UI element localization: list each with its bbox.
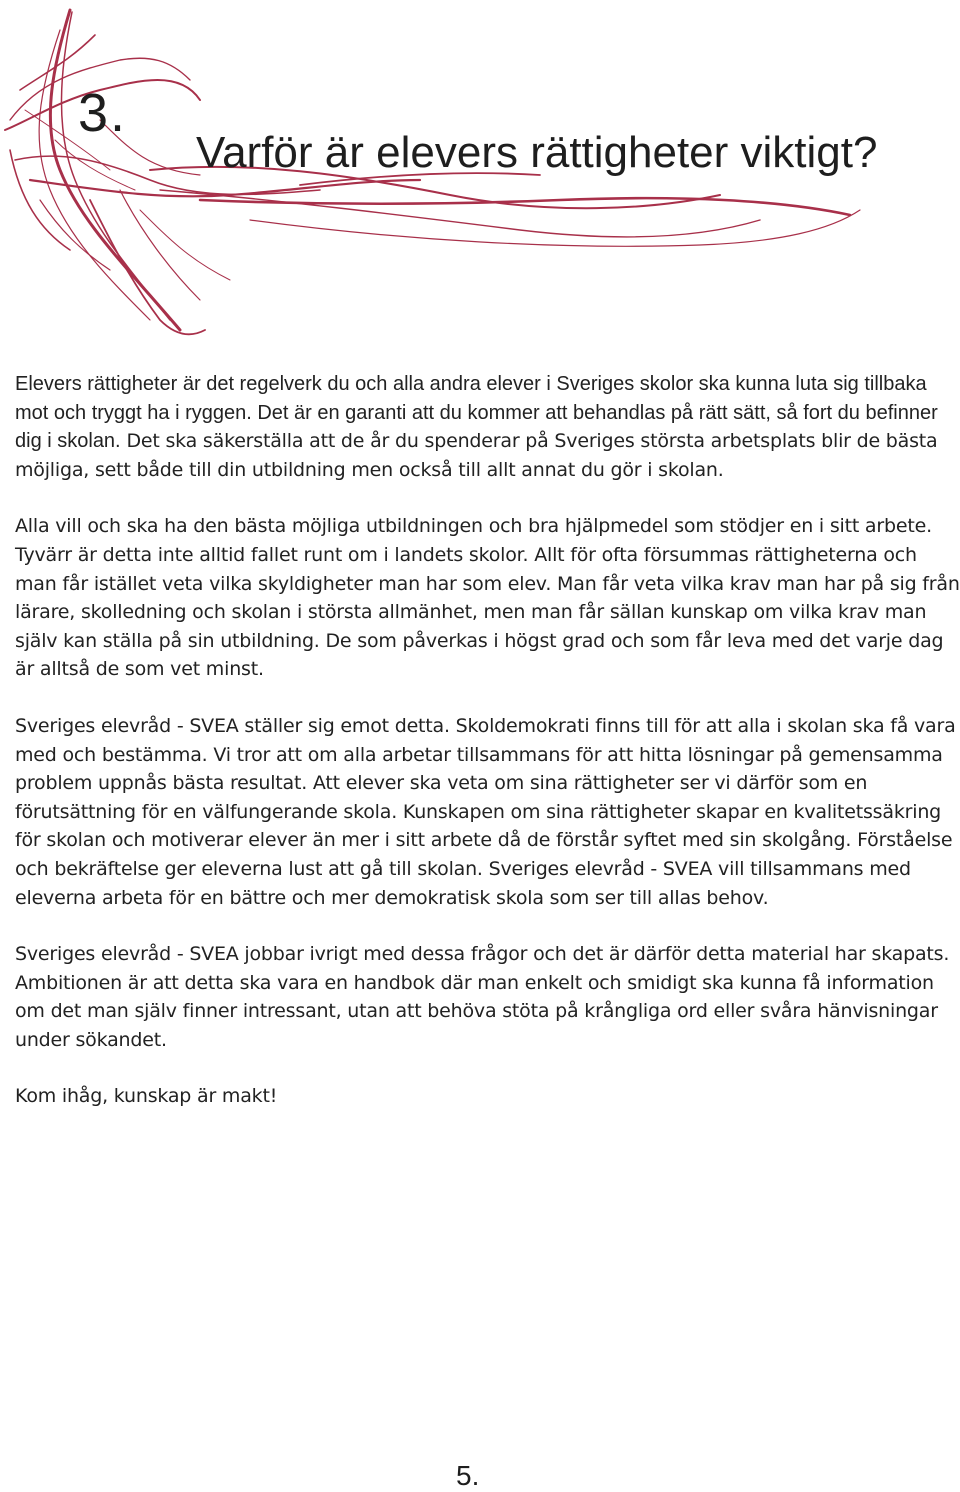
paragraph-1 xyxy=(15,370,960,484)
page-number: 5. xyxy=(456,1460,480,1491)
paragraph-1-lead: Elevers rättigheter är det regelverk du och alla andra elever i Sveriges skolor ska kunna luta sig tillbaka mot och tryggt ha i ryggen. Det är en garanti att du kommer att behandlas på rätt sätt, så fort du befinner dig i skolan. xyxy=(15,373,938,453)
paragraph-2: Alla vill och ska ha den bästa möjliga utbildningen och bra hjälpmedel som stödjer en i sitt arbete. Tyvärr är detta inte alltid fallet runt om i landets skolor. Allt för ofta försummas rättigheterna och man får istället veta vilka skyldigheter man har som elev. Man får veta vilka krav man har på sig från lärare, skolledning och skolan i största allmänhet, men man får sällan kunskap om vilka krav man själv kan ställa på sin utbildning. De som påverkas i högst grad och som får leva med det varje dag är alltså de som vet minst. xyxy=(15,515,960,681)
body-text xyxy=(15,370,960,1139)
paragraph-3: Sveriges elevråd - SVEA ställer sig emot detta. Skoldemokrati finns till för att alla i skolan ska få vara med och bestämma. Vi tror att om alla arbetar tillsammans för att hitta lösningar på gemensamma problem uppnås bästa resultat. Att elever ska veta om sina rättigheter ser vi därför som en förutsättning för en välfungerande skola. Kunskapen om sina rättigheter skapar en kvalitetssäkring för skolan och motiverar elever än mer i sitt arbete då de förstår syftet med sin skolgång. Förståelse och bekräftelse ger eleverna lust att gå till skolan. Sveriges elevråd - SVEA vill tillsammans med eleverna arbeta för en bättre och mer demokratisk skola som ser till allas behov. xyxy=(15,714,956,909)
page-title: Varför är elevers rättigheter viktigt? xyxy=(196,128,878,177)
paragraph-5: Kom ihåg, kunskap är makt! xyxy=(15,1085,278,1108)
paragraph-1-rest: Det ska säkerställa att de år du spenderar på Sveriges största arbetsplats blir de bästa möjliga, sett både till din utbildning men också till allt annat du gör i skolan. xyxy=(15,430,938,481)
chapter-number: 3. xyxy=(78,83,128,143)
paragraph-4: Sveriges elevråd - SVEA jobbar ivrigt med dessa frågor och det är därför detta material har skapats. Ambitionen är att detta ska vara en handbok där man enkelt och smidigt ska kunna få information om det man själv finner intressant, utan att behöva stöta på krångliga ord eller svåra hänvisningar under sökandet. xyxy=(15,943,950,1051)
